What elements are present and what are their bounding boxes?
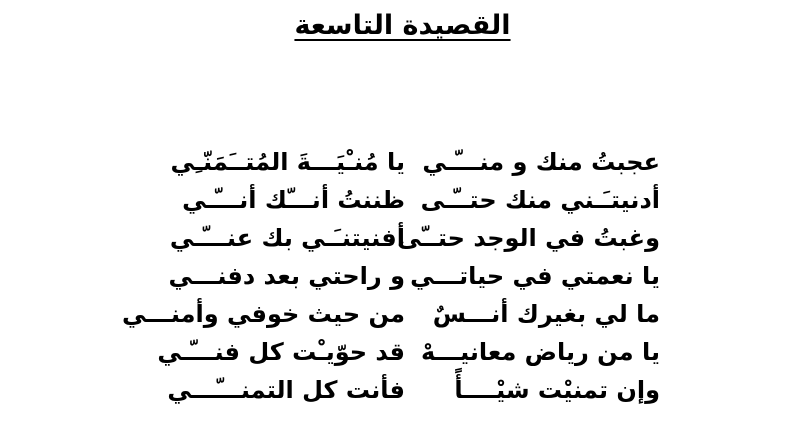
verse-5 (0, 295, 805, 333)
verse-5-first-hemistich: ما لي بغيرك أنـــسٌ (432, 300, 660, 328)
verse-1 (0, 143, 805, 181)
verse-2-first-hemistich: أدنيتـَـني منك حتــّـى (420, 186, 660, 214)
verse-4-first-hemistich: يا نعمتي في حياتـــي (410, 262, 660, 290)
verse-1-second-hemistich: يا مُنـْيَـــةَ المُتــَمَنّـِي (170, 148, 405, 176)
verse-4-second-hemistich: و راحتي بعد دفنـــي (168, 262, 405, 290)
poem-title (0, 6, 805, 46)
verse-3-first-hemistich: وغبتُ في الوجد حتــّى (397, 224, 660, 252)
verse-4 (0, 257, 805, 295)
verse-6-second-hemistich: قد حوّيـْت كل فنـــّـي (157, 338, 405, 366)
verse-3 (0, 219, 805, 257)
verse-7-first-hemistich: وإن تمنيْت شيْــــأً (454, 376, 660, 404)
verse-3-second-hemistich: أفنيتنـَـي بك عنـــّـي (169, 224, 405, 252)
verse-1-first-hemistich: عجبتُ منك و منـــّـي (422, 148, 660, 176)
verse-2-second-hemistich: ظننتُ أنـــّك أنـــّـي (182, 186, 405, 214)
verse-6 (0, 333, 805, 371)
verse-2 (0, 181, 805, 219)
verse-7-second-hemistich: فأنت كل التمنـــّـــي (167, 376, 405, 404)
poem-title-text: القصيدة التاسعة (294, 10, 511, 41)
verse-5-second-hemistich: من حيث خوفي وأمنـــي (121, 300, 405, 328)
poem-verses (0, 143, 805, 409)
verse-6-first-hemistich: يا من رياض معانيـــهْ (420, 338, 660, 366)
verse-7 (0, 371, 805, 409)
